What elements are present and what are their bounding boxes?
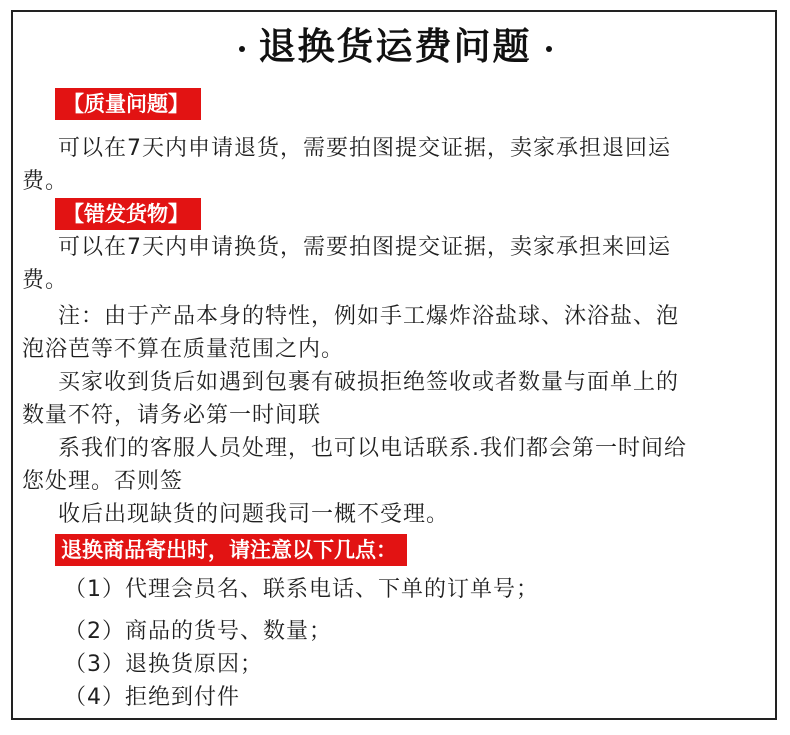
return-notice-banner: 退换商品寄出时，请注意以下几点： <box>55 534 407 566</box>
wrong-shipment-tag: 【错发货物】 <box>55 198 201 230</box>
quality-line-2: 费。 <box>22 169 69 194</box>
title-dot-left-icon <box>239 46 245 52</box>
contact-line-1: 系我们的客服人员处理，也可以电话联系.我们都会第一时间给 <box>58 436 687 461</box>
page-title <box>0 22 790 72</box>
list-item: （1）代理会员名、联系电话、下单的订单号； <box>64 577 539 602</box>
list-item: （3）退换货原因； <box>64 652 263 677</box>
note-line-1: 注：由于产品本身的特性，例如手工爆炸浴盐球、沐浴盐、泡 <box>58 304 680 329</box>
notes-paragraph <box>22 300 762 531</box>
title-dot-right-icon <box>546 46 552 52</box>
note-line-2: 泡浴芭等不算在质量范围之内。 <box>22 337 345 362</box>
buyer-line-2: 数量不符，请务必第一时间联 <box>22 403 322 428</box>
page-title-text: 退换货运费问题 <box>258 25 532 68</box>
list-item: （4）拒绝到付件 <box>64 685 240 710</box>
wrong-line-1: 可以在7天内申请换货，需要拍图提交证据，卖家承担来回运 <box>58 235 671 260</box>
list-item: （2）商品的货号、数量； <box>64 619 332 644</box>
received-line: 收后出现缺货的问题我司一概不受理。 <box>58 502 450 527</box>
wrong-line-2: 费。 <box>22 268 69 293</box>
quality-line-1: 可以在7天内申请退货，需要拍图提交证据，卖家承担退回运 <box>58 136 671 161</box>
contact-line-2: 您处理。否则签 <box>22 469 184 494</box>
buyer-line-1: 买家收到货后如遇到包裹有破损拒绝签收或者数量与面单上的 <box>58 370 680 395</box>
wrong-shipment-paragraph <box>22 231 762 297</box>
quality-issue-tag: 【质量问题】 <box>55 88 201 120</box>
quality-issue-paragraph <box>22 132 762 198</box>
